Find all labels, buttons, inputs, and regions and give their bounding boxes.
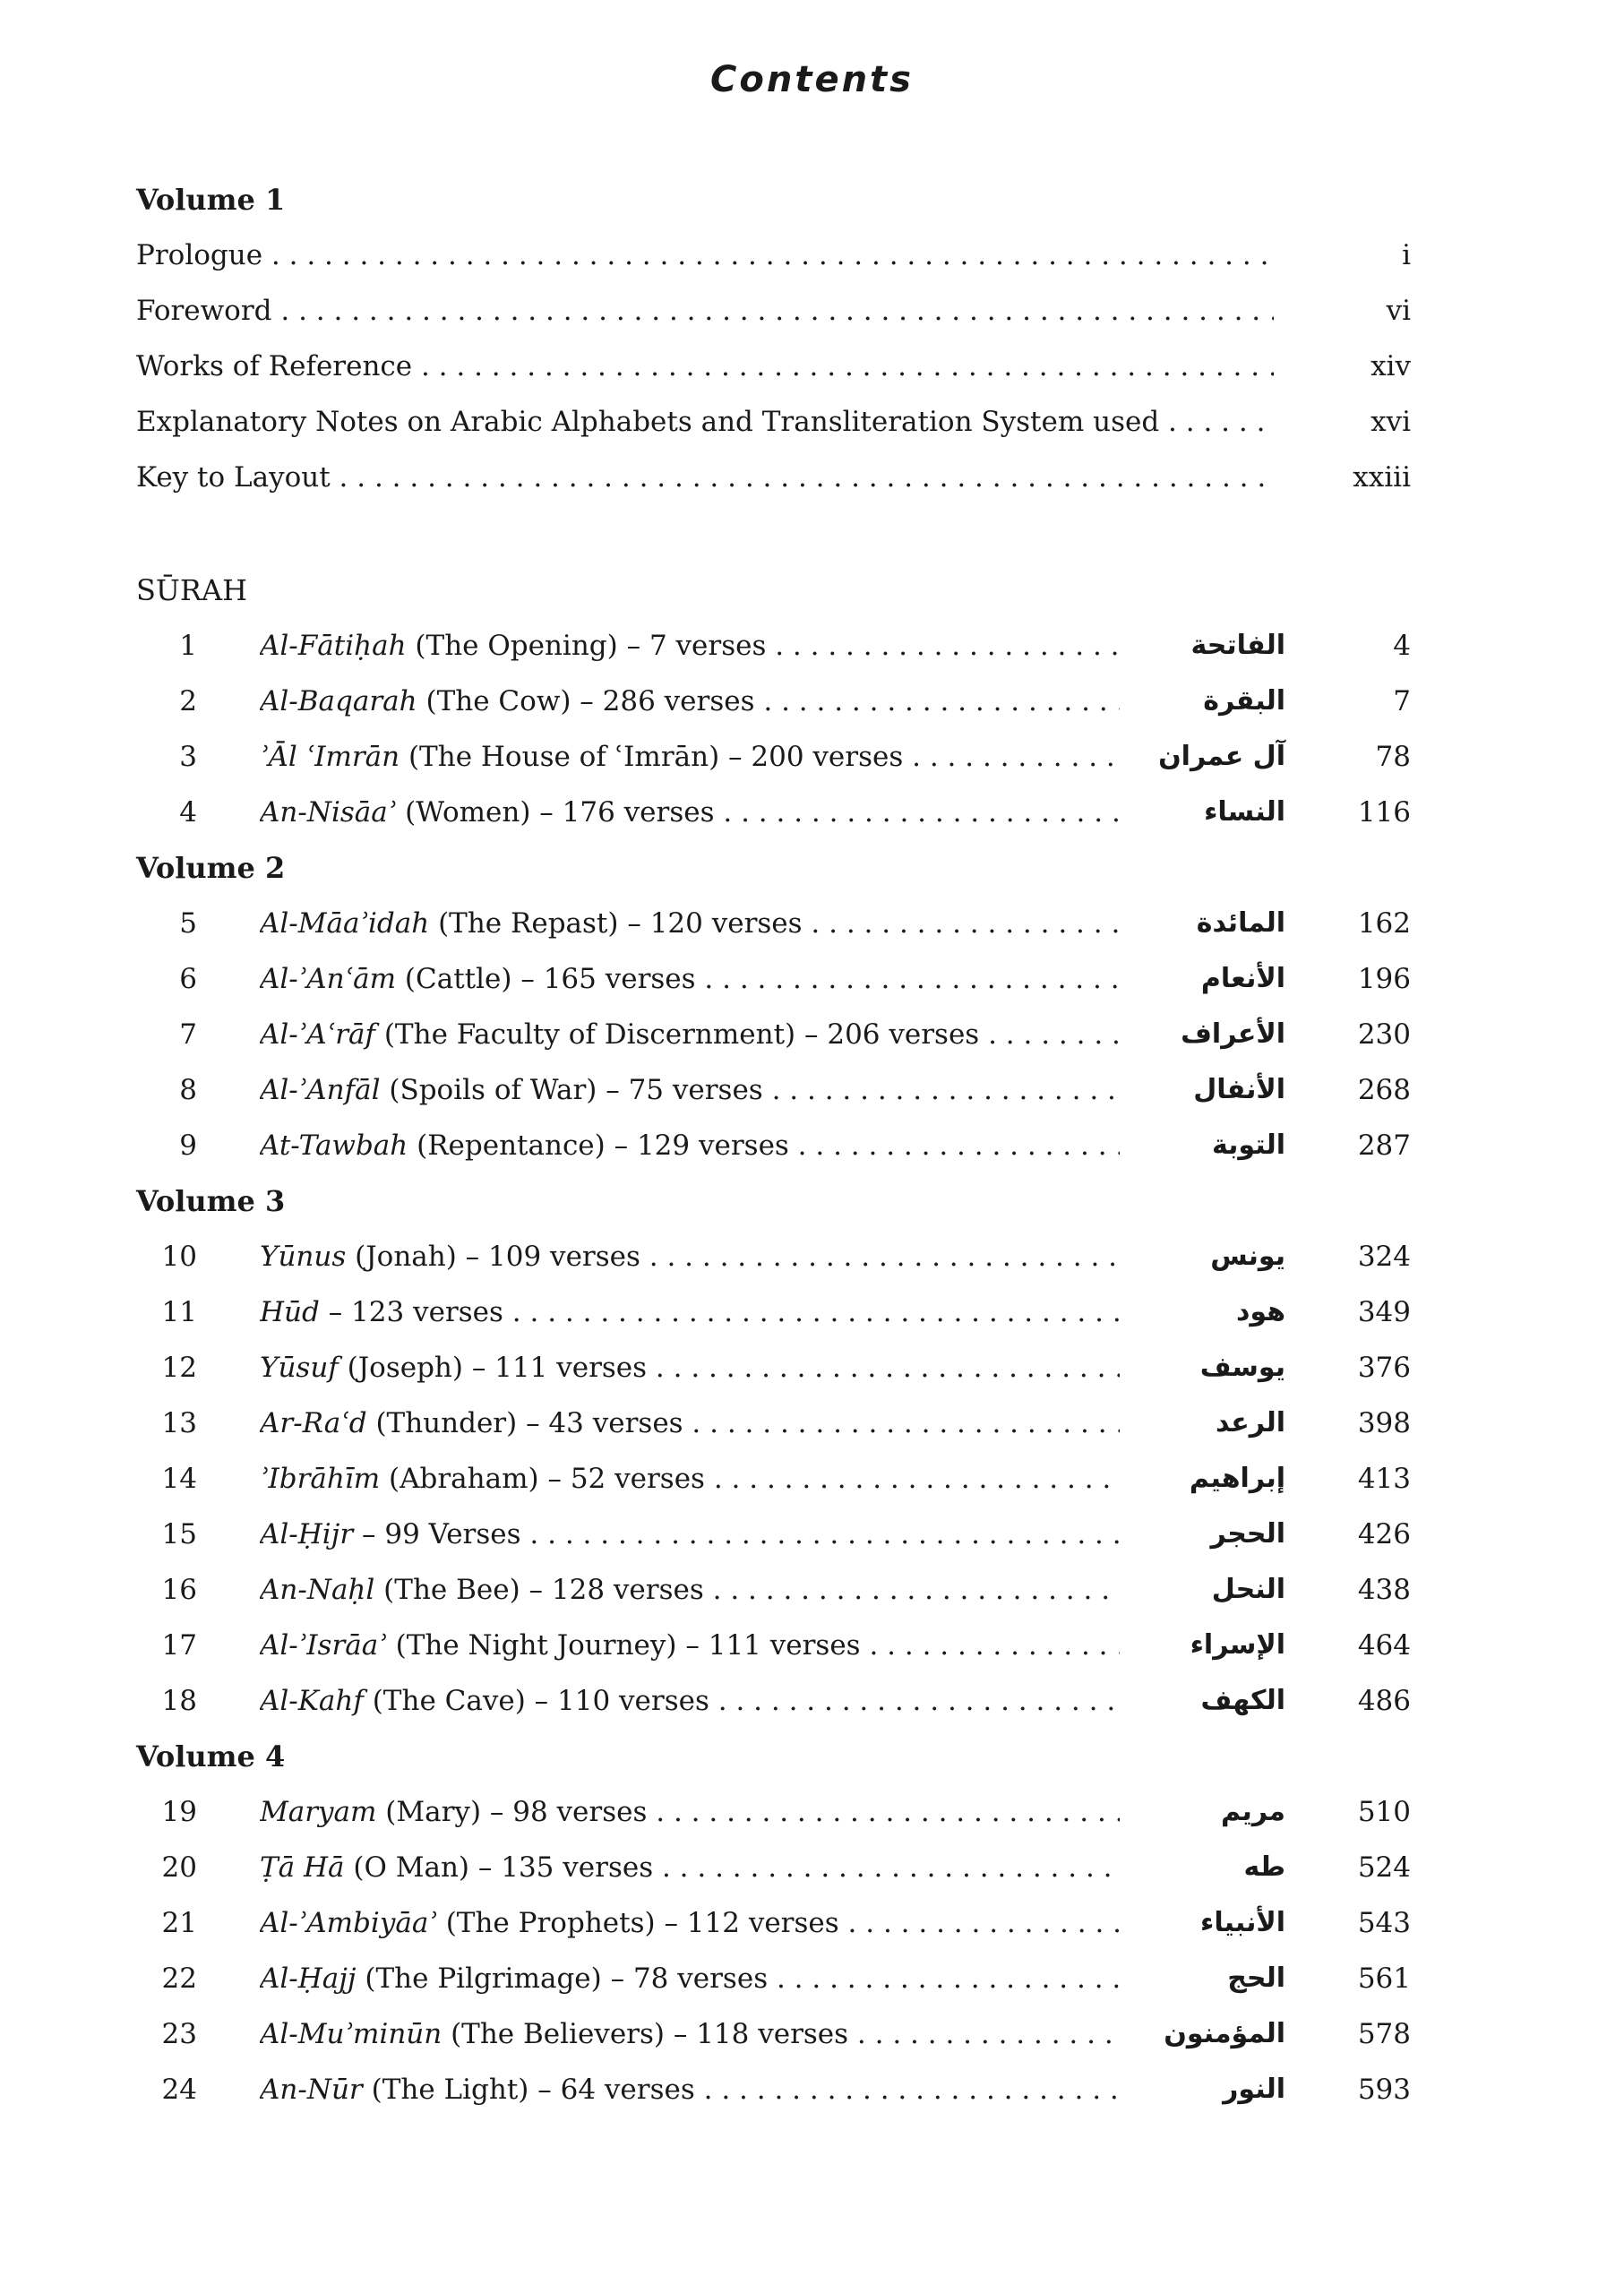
surah-arabic-name: الأنعام (1120, 951, 1285, 1007)
entry-label: Prologue . . . (136, 228, 1274, 283)
toc-row-surah[interactable] (0, 1618, 1624, 1673)
page-number: 324 (1357, 1241, 1411, 1273)
toc-row-surah[interactable] (0, 1062, 1624, 1118)
page-number: 78 (1375, 741, 1411, 773)
surah-heading: SŪRAH (136, 573, 247, 607)
toc-row-surah[interactable] (0, 1895, 1624, 1951)
surah-number: 15 (161, 1518, 197, 1550)
page-number: 287 (1357, 1129, 1411, 1162)
page-number: 162 (1357, 907, 1411, 940)
surah-number: 8 (179, 1074, 197, 1106)
surah-number: 16 (161, 1574, 197, 1606)
entry-label: Explanatory Notes on Arabic Alphabets and Transliteration System used . . . (136, 394, 1274, 450)
entry-label: Works of Reference . . . (136, 339, 1274, 394)
page-number: 524 (1357, 1851, 1411, 1884)
surah-number: 17 (161, 1629, 197, 1662)
surah-transliteration: At-Tawbah (260, 1129, 408, 1162)
surah-description: (O Man) – 135 verses (344, 1851, 654, 1884)
surah-arabic-name: الأنفال (1120, 1062, 1285, 1118)
surah-description: (Abraham) – 52 verses (380, 1463, 705, 1495)
surah-arabic-name: الفاتحة (1120, 618, 1285, 674)
surah-arabic-name: مريم (1120, 1784, 1285, 1840)
surah-number: 12 (161, 1352, 197, 1384)
surah-transliteration: Yūnus (260, 1241, 347, 1273)
surah-description: (Spoils of War) – 75 verses (380, 1074, 763, 1106)
surah-description: (Mary) – 98 verses (376, 1796, 648, 1828)
toc-row-surah[interactable] (0, 1396, 1624, 1451)
toc-row-surah[interactable] (0, 785, 1624, 840)
surah-description: (The Night Journey) – 111 verses (386, 1629, 861, 1662)
surah-arabic-name: يوسف (1120, 1340, 1285, 1396)
page-number: i (1402, 239, 1411, 271)
surah-arabic-name: النحل (1120, 1562, 1285, 1618)
surah-transliteration: ʾĀl ʿImrān (260, 741, 400, 773)
surah-number: 18 (161, 1685, 197, 1717)
surah-arabic-name: المائدة (1120, 896, 1285, 951)
surah-description: (The Believers) – 118 verses (442, 2018, 849, 2050)
surah-description: (The Cow) – 286 verses (417, 685, 755, 717)
surah-number: 19 (161, 1796, 197, 1828)
entry-label: Key to Layout . . . (136, 450, 1274, 505)
page-number: 413 (1357, 1463, 1411, 1495)
toc-row-surah[interactable] (0, 1951, 1624, 2006)
surah-number: 1 (179, 630, 197, 662)
surah-arabic-name: النور (1120, 2062, 1285, 2117)
toc-row-surah[interactable] (0, 1784, 1624, 1840)
surah-arabic-name: طه (1120, 1840, 1285, 1895)
surah-transliteration: Hūd (260, 1296, 320, 1328)
volume-heading: Volume 4 (136, 1739, 286, 1773)
surah-description: (Cattle) – 165 verses (396, 963, 696, 995)
page-title: Contents (710, 59, 914, 100)
surah-transliteration: An-Nūr (260, 2074, 363, 2106)
surah-arabic-name: التوبة (1120, 1118, 1285, 1173)
page-number: 426 (1357, 1518, 1411, 1550)
page-number: 230 (1357, 1018, 1411, 1051)
surah-number: 4 (179, 796, 197, 829)
surah-arabic-name: الكهف (1120, 1673, 1285, 1729)
surah-transliteration: Al-ʾIsrāaʾ (260, 1629, 387, 1662)
toc-row-front[interactable] (0, 283, 1624, 339)
surah-transliteration: Al-ʾAmbiyāaʾ (260, 1907, 437, 1939)
page-number: 464 (1357, 1629, 1411, 1662)
surah-arabic-name: الإسراء (1120, 1618, 1285, 1673)
page-number: vi (1386, 295, 1411, 327)
surah-number: 14 (161, 1463, 197, 1495)
surah-transliteration: Al-Baqarah (260, 685, 417, 717)
page-number: 349 (1357, 1296, 1411, 1328)
surah-description: (The Light) – 64 verses (362, 2074, 695, 2106)
surah-description: (The Repast) – 120 verses (429, 907, 803, 940)
page-number: 543 (1357, 1907, 1411, 1939)
toc-row-surah[interactable] (0, 1507, 1624, 1562)
page-number: 438 (1357, 1574, 1411, 1606)
surah-transliteration: Al-ʾAnfāl (260, 1074, 381, 1106)
page-number: 486 (1357, 1685, 1411, 1717)
surah-description: – 123 verses (319, 1296, 503, 1328)
toc-row-front[interactable] (0, 228, 1624, 283)
surah-transliteration: Ar-Raʿd (260, 1407, 367, 1439)
volume-heading: Volume 2 (136, 851, 286, 885)
page-number: 376 (1357, 1352, 1411, 1384)
surah-number: 11 (161, 1296, 197, 1328)
toc-row-surah[interactable] (0, 1451, 1624, 1507)
surah-arabic-name: الأعراف (1120, 1007, 1285, 1062)
toc-row-surah[interactable] (0, 1562, 1624, 1618)
surah-number: 24 (161, 2074, 197, 2106)
surah-transliteration: Al-Kahf (260, 1685, 364, 1717)
page-number: xiv (1371, 350, 1411, 382)
surah-transliteration: Al-Ḥijr (260, 1518, 354, 1550)
page-number: xxiii (1353, 461, 1411, 494)
surah-description: (The Faculty of Discernment) – 206 verses (374, 1018, 980, 1051)
toc-row-front[interactable] (0, 394, 1624, 450)
surah-arabic-name: الرعد (1120, 1396, 1285, 1451)
surah-description: (The Cave) – 110 verses (363, 1685, 709, 1717)
surah-number: 21 (161, 1907, 197, 1939)
surah-transliteration: Al-Muʾminūn (260, 2018, 443, 2050)
volume-heading: Volume 3 (136, 1184, 286, 1218)
page-number: 578 (1357, 2018, 1411, 2050)
surah-description: (The Opening) – 7 verses (406, 630, 767, 662)
surah-number: 10 (161, 1241, 197, 1273)
surah-transliteration: An-Nisāaʾ (260, 796, 397, 829)
surah-arabic-name: النساء (1120, 785, 1285, 840)
surah-number: 3 (179, 741, 197, 773)
page-number: 398 (1357, 1407, 1411, 1439)
toc-row-surah[interactable] (0, 1840, 1624, 1895)
toc-row-front[interactable] (0, 339, 1624, 394)
surah-number: 20 (161, 1851, 197, 1884)
surah-arabic-name: إبراهيم (1120, 1451, 1285, 1507)
surah-description: (The Bee) – 128 verses (374, 1574, 704, 1606)
page-number: 268 (1357, 1074, 1411, 1106)
surah-number: 22 (161, 1962, 197, 1995)
toc-row-surah[interactable] (0, 729, 1624, 785)
toc-row-surah[interactable] (0, 1007, 1624, 1062)
surah-arabic-name: المؤمنون (1120, 2006, 1285, 2062)
page-number: 116 (1357, 796, 1411, 829)
surah-transliteration: Maryam (260, 1796, 377, 1828)
surah-number: 5 (179, 907, 197, 940)
surah-number: 23 (161, 2018, 197, 2050)
surah-transliteration: Al-ʾAʿrāf (260, 1018, 375, 1051)
toc-row-surah[interactable] (0, 1229, 1624, 1284)
page-number: 4 (1393, 630, 1411, 662)
surah-description: (Jonah) – 109 verses (346, 1241, 640, 1273)
surah-arabic-name: آل عمران (1120, 729, 1285, 785)
surah-arabic-name: الأنبياء (1120, 1895, 1285, 1951)
toc-row-surah[interactable] (0, 951, 1624, 1007)
toc-row-surah[interactable] (0, 1284, 1624, 1340)
surah-number: 7 (179, 1018, 197, 1051)
surah-number: 2 (179, 685, 197, 717)
toc-row-surah[interactable] (0, 674, 1624, 729)
volume-heading: Volume 1 (136, 183, 286, 217)
surah-description: (Thunder) – 43 verses (366, 1407, 683, 1439)
toc-row-surah[interactable] (0, 896, 1624, 951)
surah-description: – 99 Verses (353, 1518, 521, 1550)
page-number: 7 (1393, 685, 1411, 717)
toc-row-surah[interactable] (0, 2062, 1624, 2117)
toc-row-front[interactable] (0, 450, 1624, 505)
surah-transliteration: Al-Māaʾidah (260, 907, 430, 940)
surah-transliteration: Al-Ḥajj (260, 1962, 357, 1995)
surah-number: 9 (179, 1129, 197, 1162)
surah-description: (Women) – 176 verses (396, 796, 715, 829)
toc-row-surah[interactable] (0, 1118, 1624, 1173)
toc-row-surah[interactable] (0, 1673, 1624, 1729)
page-number: 196 (1357, 963, 1411, 995)
surah-arabic-name: الحج (1120, 1951, 1285, 2006)
surah-transliteration: Ṭā Hā (260, 1851, 345, 1884)
surah-arabic-name: هود (1120, 1284, 1285, 1340)
surah-transliteration: An-Naḥl (260, 1574, 375, 1606)
surah-description: (Joseph) – 111 verses (338, 1352, 648, 1384)
page-number: 510 (1357, 1796, 1411, 1828)
surah-transliteration: Al-ʾAnʿām (260, 963, 397, 995)
page-number: 561 (1357, 1962, 1411, 1995)
surah-description: (The House of ʿImrān) – 200 verses (400, 741, 904, 773)
toc-row-surah[interactable] (0, 1340, 1624, 1396)
toc-row-surah[interactable] (0, 2006, 1624, 2062)
entry-label: Foreword . . . (136, 283, 1274, 339)
page-number: 593 (1357, 2074, 1411, 2106)
surah-description: (Repentance) – 129 verses (408, 1129, 789, 1162)
surah-arabic-name: الحجر (1120, 1507, 1285, 1562)
surah-number: 6 (179, 963, 197, 995)
surah-number: 13 (161, 1407, 197, 1439)
surah-transliteration: Yūsuf (260, 1352, 339, 1384)
surah-arabic-name: البقرة (1120, 674, 1285, 729)
surah-description: (The Pilgrimage) – 78 verses (356, 1962, 769, 1995)
surah-description: (The Prophets) – 112 verses (436, 1907, 839, 1939)
page-number: xvi (1371, 406, 1411, 438)
surah-arabic-name: يونس (1120, 1229, 1285, 1284)
toc-row-surah[interactable] (0, 618, 1624, 674)
surah-transliteration: Al-Fātiḥah (260, 630, 407, 662)
surah-transliteration: ʾIbrāhīm (260, 1463, 381, 1495)
